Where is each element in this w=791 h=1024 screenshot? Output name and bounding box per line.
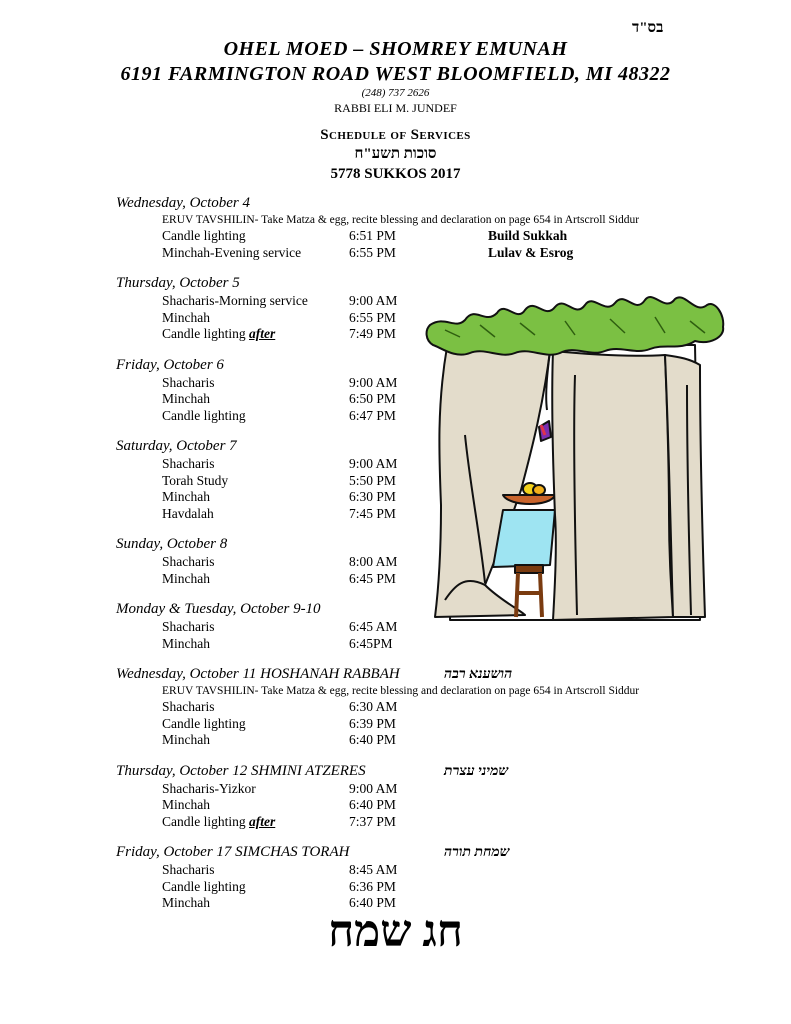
day-heading [116, 665, 676, 684]
service-name: Shacharis [162, 374, 215, 390]
service-time: 8:45 AM [349, 862, 398, 877]
fruit-orange [533, 485, 545, 495]
service-time: 6:50 PM [349, 391, 396, 406]
service-name: Candle lighting [162, 813, 246, 829]
reminder-note: Build Sukkah [488, 228, 568, 243]
stool-seat [515, 565, 543, 573]
service-time: 6:45 PM [349, 570, 396, 586]
service-time: 6:39 PM [349, 715, 396, 731]
day-title: Thursday, October 5 [116, 275, 240, 291]
service-name: Shacharis [162, 862, 215, 877]
service-name: Havdalah [162, 505, 214, 521]
service-row [116, 797, 676, 814]
year-title: 5778 SUKKOS 2017 [330, 166, 461, 182]
service-time: 6:51 PM [349, 228, 396, 243]
bsd-mark: בס"ד [632, 20, 664, 36]
service-time: 6:30 AM [349, 699, 398, 714]
eruv-note: ERUV TAVSHILIN- Take Matza & egg, recite blessing and declaration on page 654 in Artscroll Siddur [162, 685, 640, 697]
service-name: Shacharis-Morning service [162, 293, 308, 308]
schedule-heading: Schedule of Services [320, 127, 471, 143]
service-time: 9:00 AM [349, 456, 398, 471]
day-hebrew-name: שמחת תורה [444, 845, 510, 860]
sukkah-illustration [425, 285, 730, 630]
service-time: 6:55 PM [349, 244, 396, 260]
service-time: 6:47 PM [349, 407, 396, 423]
service-time: 7:49 PM [349, 326, 396, 341]
service-row [116, 879, 676, 896]
service-row [116, 814, 676, 831]
day-block [116, 665, 676, 749]
service-label [162, 310, 210, 327]
synagogue-address: 6191 FARMINGTON ROAD WEST BLOOMFIELD, MI 48322 [120, 63, 671, 85]
service-label [162, 506, 214, 523]
synagogue-name: OHEL MOED – SHOMREY EMUNAH [223, 38, 568, 60]
service-time: 9:00 AM [349, 780, 398, 796]
service-row [116, 699, 676, 716]
day-title: Wednesday, October 4 [116, 195, 251, 211]
service-name: Candle lighting [162, 407, 246, 423]
service-label [162, 228, 246, 245]
service-name: Minchah [162, 309, 210, 325]
service-label [162, 293, 308, 310]
eruv-note: ERUV TAVSHILIN- Take Matza & egg, recite blessing and declaration on page 654 in Artscroll Siddur [162, 214, 640, 226]
day-heading [116, 843, 676, 862]
service-name: Candle lighting [162, 878, 246, 894]
service-time: 6:40 PM [349, 895, 396, 910]
service-name: Minchah [162, 895, 210, 910]
day-title: Thursday, October 12 SHMINI ATZERES [116, 762, 366, 779]
service-name: Shacharis [162, 456, 215, 471]
day-heading [116, 762, 676, 781]
service-name: Minchah-Evening service [162, 244, 302, 260]
day-title: Friday, October 6 [116, 356, 224, 373]
emphasis-word: after [249, 813, 276, 829]
service-label [162, 571, 210, 588]
service-name: Shacharis-Yizkor [162, 780, 256, 796]
day-heading [116, 194, 676, 213]
day-title: Friday, October 17 SIMCHAS TORAH [116, 844, 350, 860]
service-name: Candle lighting [162, 326, 246, 341]
service-name: Minchah [162, 489, 210, 504]
day-title: Saturday, October 7 [116, 438, 237, 454]
service-name: Shacharis [162, 554, 215, 569]
service-label [162, 716, 246, 733]
service-name: Minchah [162, 732, 210, 747]
service-row [116, 862, 676, 879]
right-curtain-panel [552, 351, 673, 620]
service-name: Torah Study [162, 472, 229, 488]
service-label [162, 732, 210, 749]
service-label [162, 814, 275, 831]
service-label [162, 781, 256, 798]
service-label [162, 473, 228, 490]
day-title: Wednesday, October 11 HOSHANAH RABBAH [116, 666, 400, 682]
service-name: Minchah [162, 797, 210, 812]
day-block [116, 843, 676, 912]
reminder-note: Lulav & Esrog [488, 244, 574, 260]
service-name: Candle lighting [162, 715, 246, 731]
service-time: 5:50 PM [349, 472, 396, 488]
service-label [162, 489, 210, 506]
service-name: Minchah [162, 570, 210, 586]
service-time: 6:40 PM [349, 797, 396, 812]
service-label [162, 797, 210, 814]
service-label [162, 699, 214, 716]
day-block [116, 194, 676, 261]
rabbi-name: RABBI ELI M. JUNDEF [334, 101, 457, 115]
day-hebrew-name: שמיני עצרת [444, 763, 509, 779]
service-label [162, 619, 214, 636]
service-time: 6:45PM [349, 635, 393, 651]
service-label [162, 408, 246, 425]
day-block [116, 762, 676, 831]
service-row [116, 781, 676, 798]
right-edge-panel [665, 355, 705, 617]
schach-roof [427, 297, 724, 355]
service-time: 7:37 PM [349, 813, 396, 829]
service-row [116, 716, 676, 733]
service-label [162, 879, 246, 896]
service-time: 6:45 AM [349, 619, 398, 634]
chag-sameach-greeting: חג שמח [328, 907, 463, 956]
service-name: Minchah [162, 391, 210, 406]
service-name: Candle lighting [162, 228, 246, 243]
service-time: 7:45 PM [349, 505, 396, 521]
service-name: Minchah [162, 635, 210, 651]
service-label [162, 375, 214, 392]
day-title: Monday & Tuesday, October 9-10 [116, 601, 321, 617]
hebrew-title: סוכות תשע"ח [354, 146, 437, 162]
service-name: Shacharis [162, 619, 215, 634]
service-name: Shacharis [162, 699, 215, 714]
table-top [493, 510, 555, 567]
service-label [162, 391, 210, 408]
service-time: 8:00 AM [349, 554, 398, 569]
service-time: 6:55 PM [349, 309, 396, 325]
service-label [162, 636, 210, 653]
service-row [116, 245, 676, 262]
day-title: Sunday, October 8 [116, 536, 228, 552]
service-time: 9:00 AM [349, 374, 398, 390]
service-label [162, 245, 301, 262]
service-row [116, 732, 676, 749]
service-label [162, 456, 214, 473]
service-row [116, 636, 676, 653]
service-row [116, 228, 676, 245]
service-label [162, 554, 214, 571]
service-time: 6:40 PM [349, 732, 396, 747]
service-time: 6:30 PM [349, 489, 396, 504]
service-label [162, 862, 214, 879]
service-label [162, 326, 275, 343]
service-time: 6:36 PM [349, 878, 396, 894]
phone-number: (248) 737 2626 [361, 87, 430, 99]
day-hebrew-name: הושענא רבה [444, 667, 513, 682]
service-time: 9:00 AM [349, 293, 398, 308]
emphasis-word: after [249, 326, 276, 341]
